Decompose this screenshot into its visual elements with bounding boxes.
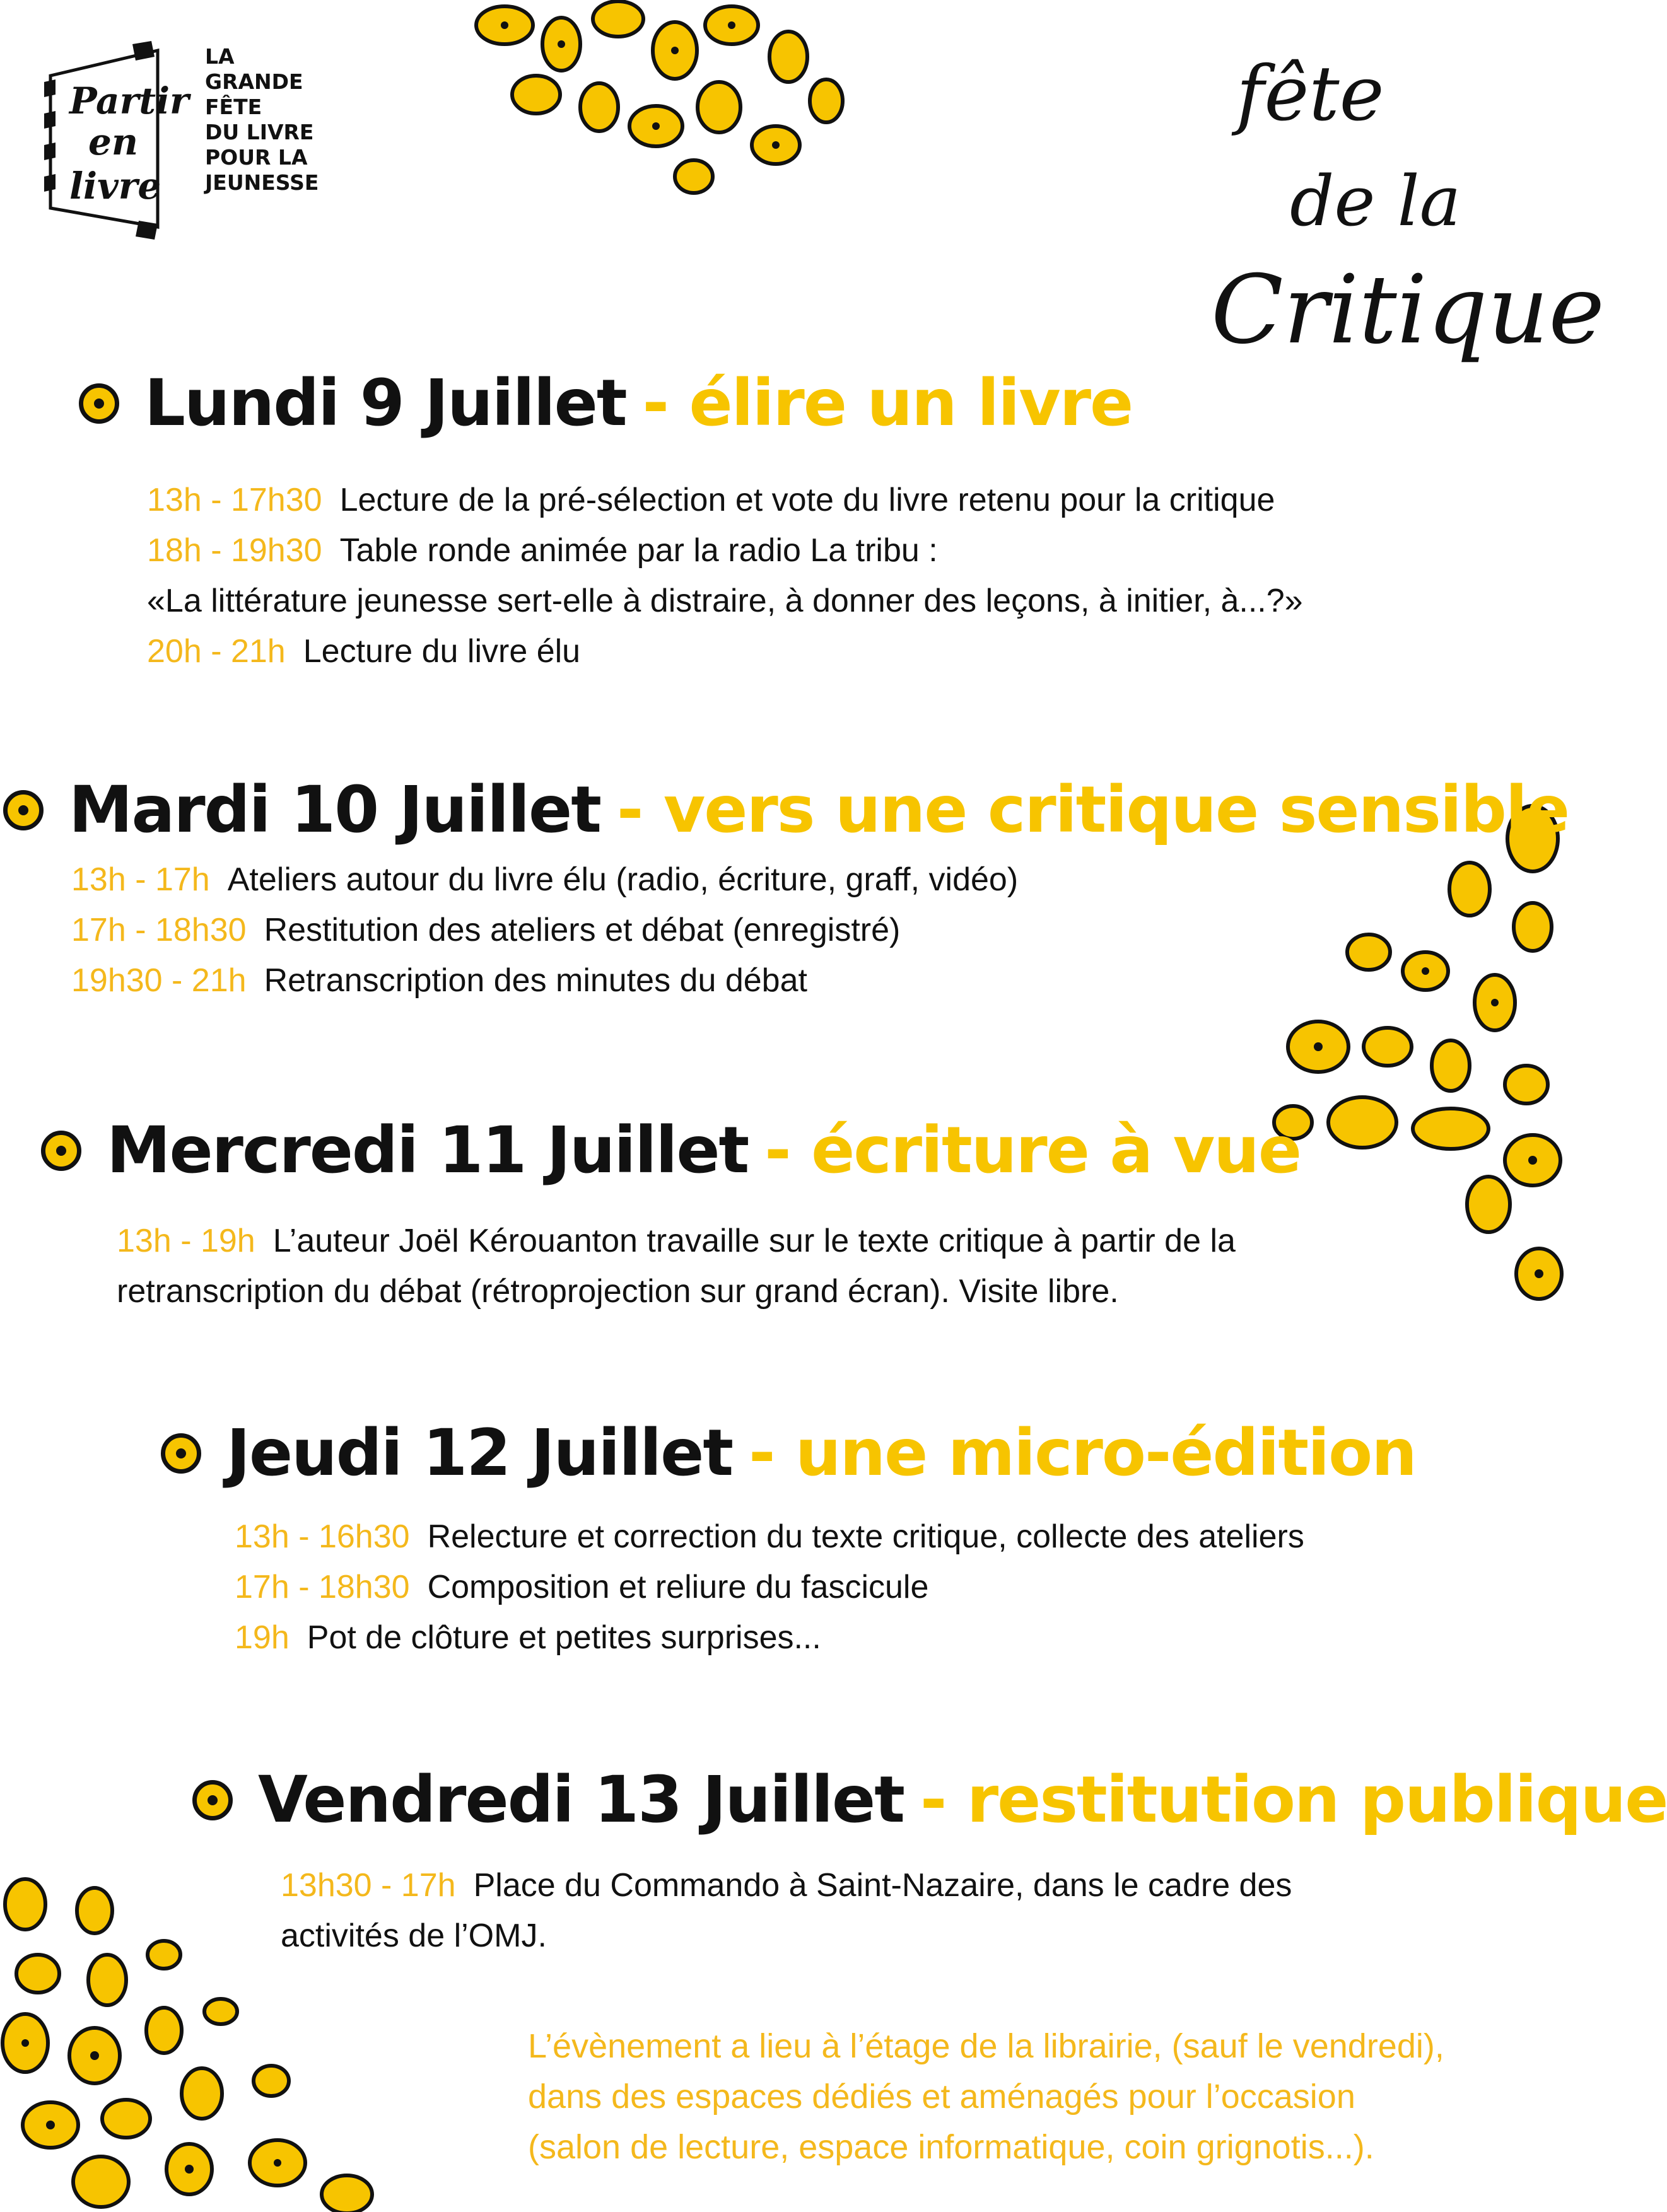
- logo-script-1: Partir: [69, 79, 189, 122]
- day-label: Vendredi 13 Juillet: [258, 1762, 904, 1837]
- schedule-line: [147, 626, 580, 677]
- logo-tag-line: JEUNESSE: [205, 170, 319, 195]
- schedule-line: [235, 1511, 1304, 1562]
- venue-note-line: (salon de lecture, espace informatique, coin grignotis...).: [528, 2128, 1374, 2166]
- day-heading-mercredi: [41, 1113, 1301, 1188]
- logo-tag-line: LA: [205, 44, 235, 69]
- event-title-line-3: Critique: [1211, 255, 1605, 365]
- activity-text: Composition et reliure du fascicule: [427, 1569, 929, 1605]
- day-theme: - une micro-édition: [749, 1416, 1416, 1491]
- logo-tagline: [205, 44, 344, 195]
- day-label: Jeudi 12 Juillet: [226, 1416, 733, 1491]
- event-title: [1211, 25, 1605, 385]
- time-slot: 18h - 19h30: [147, 532, 322, 569]
- schedule-line: [235, 1562, 928, 1612]
- day-label: Mercredi 11 Juillet: [107, 1113, 749, 1188]
- time-slot: 13h - 17h30: [147, 482, 322, 518]
- activity-text: activités de l’OMJ.: [281, 1918, 547, 1954]
- day-theme: - vers une critique sensible: [616, 772, 1569, 847]
- activity-text: Place du Commando à Saint-Nazaire, dans le cadre des: [473, 1867, 1292, 1904]
- time-slot: 13h30 - 17h: [281, 1867, 456, 1904]
- logo-mark: [44, 38, 208, 246]
- schedule-line: [71, 955, 807, 1006]
- day-label: Lundi 9 Juillet: [144, 366, 626, 441]
- schedule-line: [147, 525, 938, 576]
- logo-tag-line: GRANDE: [205, 69, 303, 94]
- logo-script-3: livre: [69, 165, 161, 207]
- bullet-icon: [79, 383, 119, 424]
- day-theme: - écriture à vue: [764, 1113, 1301, 1188]
- event-title-line-1: fête: [1236, 50, 1384, 138]
- time-slot: 20h - 21h: [147, 633, 286, 670]
- logo-script-2: en: [88, 120, 139, 163]
- time-slot: 17h - 18h30: [235, 1569, 410, 1605]
- schedule-line: [117, 1216, 1236, 1266]
- time-slot: 13h - 16h30: [235, 1518, 410, 1555]
- logo-tag-line: POUR LA: [205, 145, 308, 170]
- schedule-line: [71, 854, 1018, 905]
- time-slot: 13h - 19h: [117, 1223, 255, 1259]
- schedule-line: [281, 1911, 547, 1961]
- activity-text: L’auteur Joël Kérouanton travaille sur le texte critique à partir de la: [272, 1223, 1236, 1259]
- day-theme: - restitution publique: [920, 1762, 1667, 1837]
- bullet-icon: [3, 790, 44, 830]
- activity-text: Relecture et correction du texte critique, collecte des ateliers: [427, 1518, 1304, 1555]
- bullet-icon: [192, 1780, 233, 1820]
- schedule-line: [147, 475, 1275, 525]
- schedule-line: [117, 1266, 1119, 1317]
- activity-text: Lecture du livre élu: [303, 633, 581, 670]
- time-slot: 19h: [235, 1619, 290, 1656]
- day-heading-jeudi: [161, 1416, 1416, 1491]
- event-title-line-2: de la: [1290, 161, 1461, 242]
- logo-tag-line: FÊTE: [205, 95, 262, 119]
- time-slot: 19h30 - 21h: [71, 962, 247, 999]
- time-slot: 17h - 18h30: [71, 912, 247, 948]
- activity-text: Pot de clôture et petites surprises...: [307, 1619, 821, 1656]
- day-heading-mardi: [3, 772, 1569, 847]
- day-heading-lundi: [79, 366, 1132, 441]
- schedule-line: [147, 576, 1303, 626]
- schedule-line: [235, 1612, 821, 1663]
- decorative-blobs-top: [467, 0, 858, 202]
- activity-text: «La littérature jeunesse sert-elle à distraire, à donner des leçons, à initier, à...?»: [147, 583, 1303, 619]
- logo-tag-line: DU LIVRE: [205, 120, 314, 144]
- venue-note-line: L’évènement a lieu à l’étage de la librairie, (sauf le vendredi),: [528, 2027, 1444, 2065]
- schedule-line: [281, 1860, 1292, 1911]
- day-theme: - élire un livre: [642, 366, 1133, 441]
- activity-text: retranscription du débat (rétroprojection sur grand écran). Visite libre.: [117, 1273, 1119, 1310]
- venue-note: [528, 2021, 1556, 2172]
- activity-text: Lecture de la pré-sélection et vote du livre retenu pour la critique: [339, 482, 1275, 518]
- time-slot: 13h - 17h: [71, 861, 210, 898]
- activity-text: Ateliers autour du livre élu (radio, écriture, graff, vidéo): [227, 861, 1019, 898]
- bullet-icon: [41, 1131, 81, 1171]
- activity-text: Restitution des ateliers et débat (enregistré): [264, 912, 901, 948]
- day-heading-vendredi: [192, 1762, 1667, 1837]
- day-label: Mardi 10 Juillet: [69, 772, 600, 847]
- decorative-blobs-right: [1268, 795, 1564, 1312]
- activity-text: Retranscription des minutes du débat: [264, 962, 807, 999]
- activity-text: Table ronde animée par la radio La tribu :: [339, 532, 938, 569]
- venue-note-line: dans des espaces dédiés et aménagés pour l’occasion: [528, 2078, 1355, 2116]
- bullet-icon: [161, 1433, 201, 1474]
- schedule-line: [71, 905, 900, 955]
